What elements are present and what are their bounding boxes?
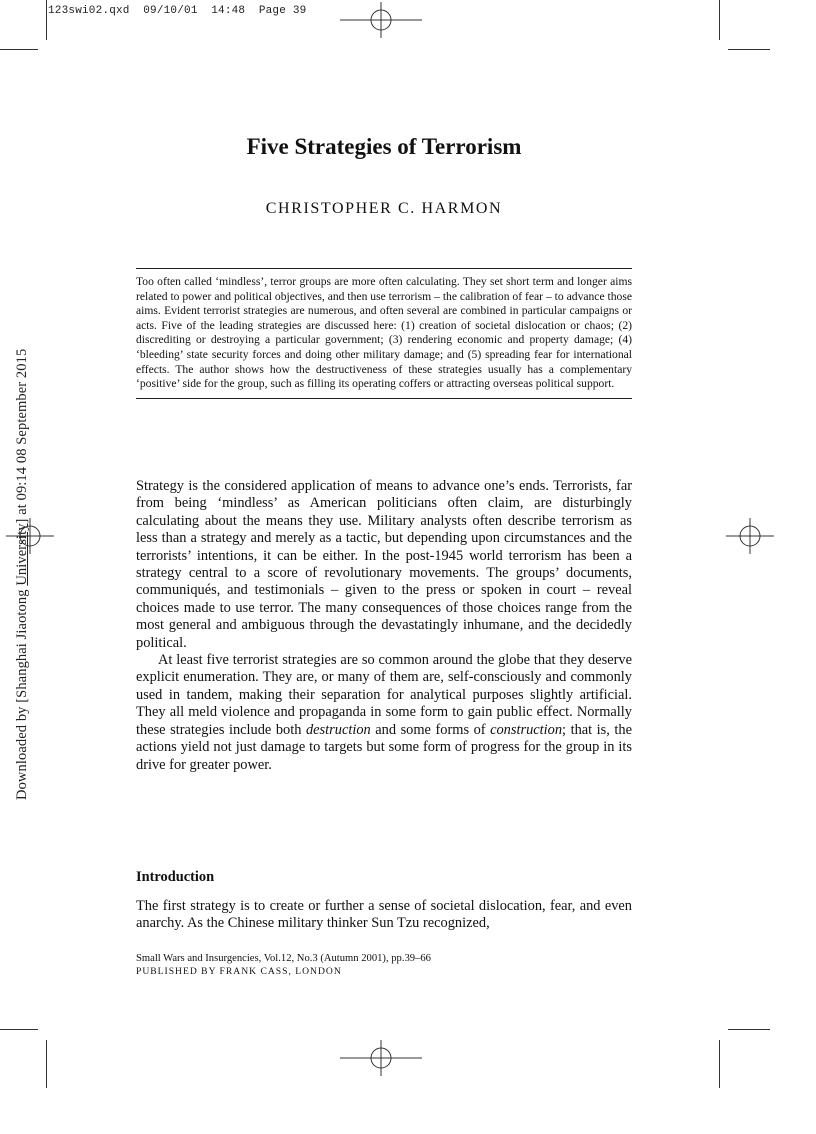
- download-note: [14, 349, 31, 800]
- crop-mark-top-right-vertical: [719, 0, 720, 40]
- body-paragraph-2: [136, 652, 632, 774]
- paragraph-2-text-a: At least five terrorist strategies are so common around the globe that they deserve explicit enumeration. They are, or many of them are, self-consciously and commonly used in tandem, making their separation for analytical purposes slightly artificial. They all meld violence and propaganda in some form to gain public effect. Normally these strategies include both: [136, 652, 632, 738]
- download-note-after: ] at 09:14 08 September 2015: [14, 348, 30, 524]
- article-author: CHRISTOPHER C. HARMON: [265, 200, 503, 217]
- registration-mark-right-icon: [726, 518, 774, 554]
- article-title: Five Strategies of Terrorism: [246, 134, 522, 159]
- paragraph-2-text-c: ; that is, the actions yield not just damage to targets but some form of progress for the group in its drive for greater power.: [136, 721, 632, 773]
- registration-mark-top-icon: [340, 2, 422, 38]
- crop-mark-top-left-vertical: [46, 0, 47, 40]
- introduction-paragraph: The first strategy is to create or further a sense of societal dislocation, fear, and even anarchy. As the Chinese military thinker Sun Tzu recognized,: [136, 898, 632, 932]
- publisher-line: PUBLISHED BY FRANK CASS, LONDON: [136, 966, 342, 977]
- registration-mark-bottom-icon: [340, 1040, 422, 1076]
- crop-mark-bottom-left-horizontal: [0, 1029, 38, 1030]
- section-heading-introduction: Introduction: [136, 869, 215, 885]
- download-note-institution: University: [14, 523, 30, 586]
- crop-mark-top-left-horizontal: [0, 49, 38, 50]
- article-abstract: Too often called ‘mindless’, terror groups are more often calculating. They set short term and longer aims related to power and political objectives, and then use terrorism – the calibration of fear – to advance those aims. Evident terrorist strategies are numerous, and often several are combined in particular campaigns or acts. Five of the leading strategies are discussed here: (1) creation of societal dislocation or chaos; (2) discrediting or destroying a particular government; (3) rendering economic and property damage; (4) ‘bleeding’ state security forces and doing other military damage; and (5) spreading fear for international effects. The author shows how the destructiveness of these strategies usually has a complementary ‘positive’ side for the group, such as filling its operating coffers or attracting overseas political support.: [136, 268, 632, 399]
- journal-citation: Small Wars and Insurgencies, Vol.12, No.3 (Autumn 2001), pp.39–66: [136, 953, 431, 964]
- body-paragraph-1: Strategy is the considered application of means to advance one’s ends. Terrorists, far from being ‘mindless’ as American politicians often claim, are disturbingly calculating about the means they use. Military analysts often describe terrorism as less than a strategy and merely as a tactic, but depending upon circumstances and the terrorists’ intentions, it can be either. In the post-1945 world terrorism has been a strategy central to a score of revolutionary movements. The groups’ documents, communiqués, and testimonials – given to the press or spoken in court – reveal choices made to use terror. The many consequences of those choices range from the most general and ambiguous through the devastatingly inhumane, and the decidedly political.: [136, 478, 632, 651]
- crop-mark-top-right-horizontal: [728, 49, 770, 50]
- paragraph-2-text-b: and some forms of: [370, 721, 491, 738]
- page-footer: [136, 952, 431, 978]
- paragraph-2-emphasis-destruction: destruction: [305, 721, 371, 738]
- crop-mark-bottom-left-vertical: [46, 1040, 47, 1088]
- crop-mark-bottom-right-vertical: [719, 1040, 720, 1088]
- download-note-before: Downloaded by [Shanghai Jiaotong: [14, 585, 30, 800]
- article-body: [136, 478, 632, 774]
- paragraph-2-emphasis-construction: construction: [490, 721, 563, 738]
- crop-mark-bottom-right-horizontal: [728, 1029, 770, 1030]
- slug-line: 123swi02.qxd 09/10/01 14:48 Page 39: [48, 5, 307, 17]
